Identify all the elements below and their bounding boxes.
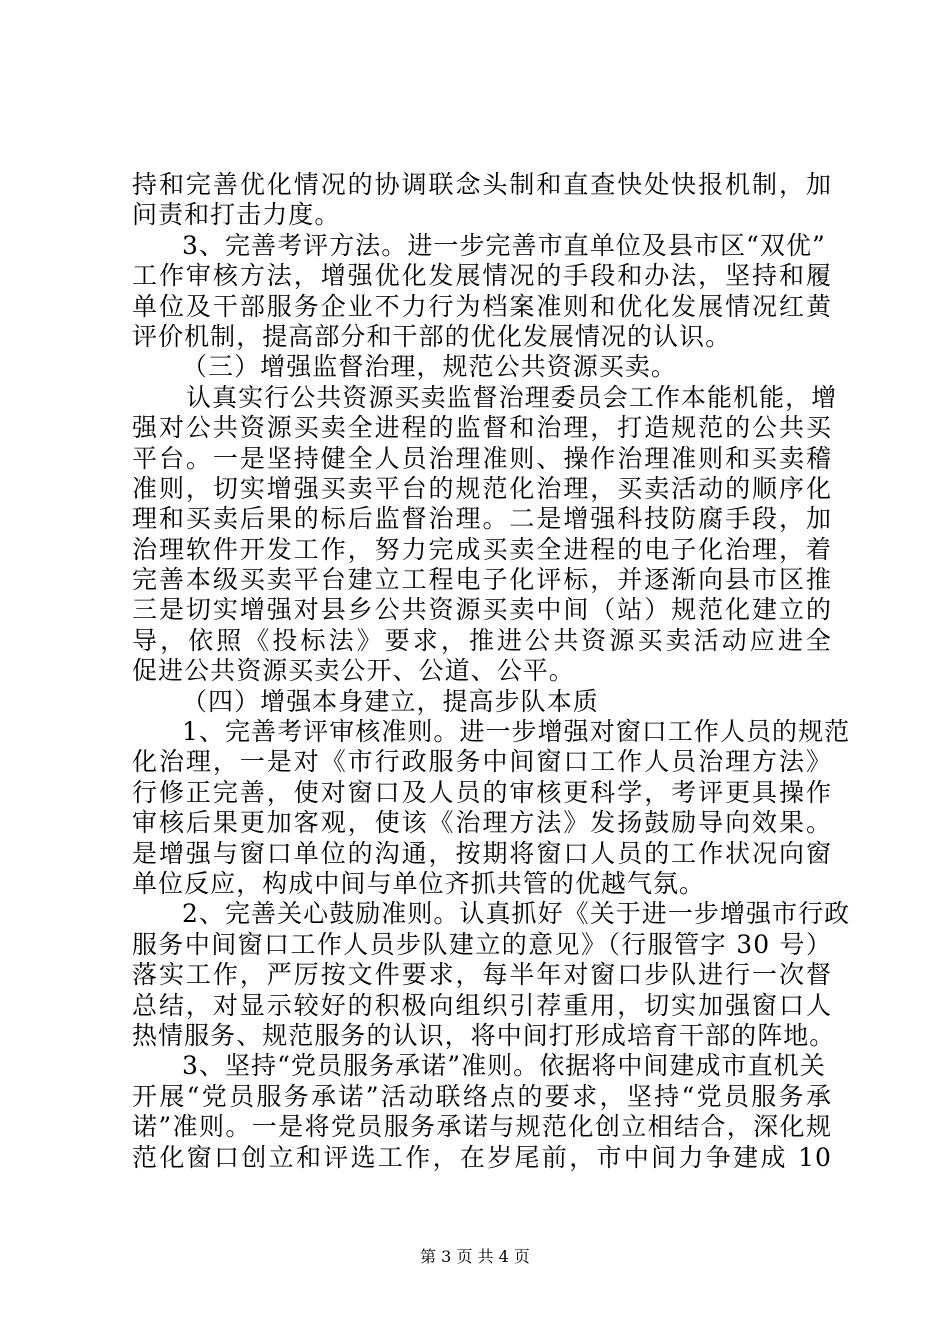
text-line: 范化窗口创立和评选工作，在岁尾前，市中间力争建成 10 (132, 1142, 832, 1172)
text-line: 热情服务、规范服务的认识，将中间打形成培育干部的阵地。 (132, 1020, 836, 1050)
text-line: 落实工作，严厉按文件要求，每半年对窗口步队进行一次督 (132, 960, 832, 990)
text-line: 持和完善优化情况的协调联念头制和直查快处快报机制，加 (132, 170, 832, 199)
text-line: 促进公共资源买卖公开、公道、公平。 (132, 656, 575, 686)
text-line: 评价机制，提高部分和干部的优化发展情况的认识。 (132, 321, 732, 351)
text-line: 服务中间窗口工作人员步队建立的意见》（行服管字 30 号） (132, 929, 832, 959)
text-line: 单位及干部服务企业不力行为档案准则和优化发展情况红黄 (132, 291, 832, 321)
page-number-footer: 第 3 页 共 4 页 (420, 1247, 530, 1266)
text-line: 行修正完善，使对窗口及人员的审核更科学，考评更具操作 (132, 777, 832, 807)
text-line: 3、坚持“党员服务承诺”准则。依据将中间建成市直机关 (182, 1051, 826, 1081)
section-heading: （四）增强本身建立，提高步队本质 (182, 686, 599, 716)
text-line: 1、完善考评审核准则。进一步增强对窗口工作人员的规范 (182, 717, 851, 747)
text-line: 认真实行公共资源买卖监督治理委员会工作本能机能，增 (186, 382, 838, 412)
text-line: 工作审核方法，增强优化发展情况的手段和办法，坚持和履 (132, 261, 832, 291)
text-line: 单位反应，构成中间与单位齐抓共管的优越气氛。 (132, 868, 706, 898)
section-heading: （三）增强监督治理，规范公共资源买卖。 (182, 352, 677, 382)
text-line: 总结，对显示较好的积极向组织引荐重用，切实加强窗口人 (132, 990, 832, 1020)
text-line: 问责和打击力度。 (132, 200, 341, 230)
text-line: 诺”准则。一是将党员服务承诺与规范化创立相结合，深化规 (132, 1112, 832, 1142)
text-line: 准则，切实增强买卖平台的规范化治理，买卖活动的顺序化 (132, 473, 832, 503)
text-line: 导，依照《投标法》要求，推进公共资源买卖活动应进全 (132, 625, 832, 655)
text-line: 化治理，一是对《市行政服务中间窗口工作人员治理方法》 (132, 747, 832, 777)
document-body (132, 170, 851, 1173)
text-line: 平台。一是坚持健全人员治理准则、操作治理准则和买卖稽 (132, 443, 832, 473)
text-line: 治理软件开发工作，努力完成买卖全进程的电子化治理，着 (132, 534, 832, 564)
text-line: 2、完善关心鼓励准则。认真抓好《关于进一步增强市行政 (182, 899, 851, 929)
text-line: 是增强与窗口单位的沟通，按期将窗口人员的工作状况向窗 (132, 838, 832, 868)
text-line: 审核后果更加客观，使该《治理方法》发扬鼓励导向效果。 (132, 808, 832, 838)
text-line: 理和买卖后果的标后监督治理。二是增强科技防腐手段，加 (132, 504, 832, 534)
text-line: 强对公共资源买卖全进程的监督和治理，打造规范的公共买 (132, 413, 832, 443)
text-line: 3、完善考评方法。进一步完善市直单位及县市区“双优” (182, 230, 826, 260)
text-line: 三是切实增强对县乡公共资源买卖中间（站）规范化建立的 (132, 595, 832, 625)
text-line: 完善本级买卖平台建立工程电子化评标，并逐渐向县市区推 (132, 565, 832, 595)
text-line: 开展“党员服务承诺”活动联络点的要求，坚持“党员服务承 (132, 1081, 832, 1111)
